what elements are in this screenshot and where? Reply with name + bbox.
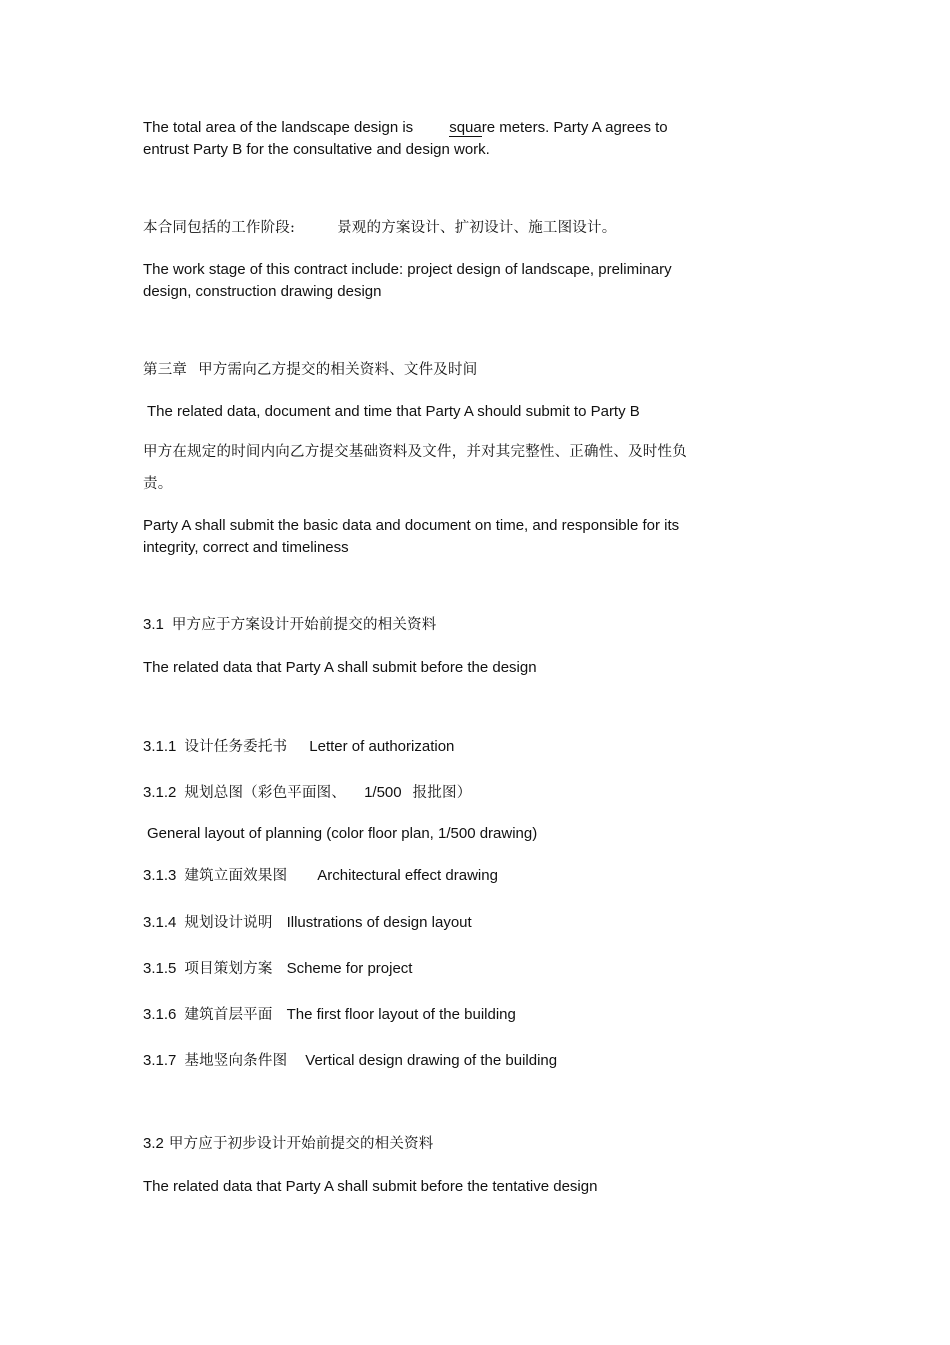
item-title-en: Illustrations of design layout — [286, 914, 472, 931]
chapter-3-body-en-line-1: Party A shall submit the basic data and document on time, and responsible for its — [143, 517, 680, 534]
chapter-3-body-cn-line-2: 责。 — [143, 476, 173, 492]
section-3-1-number: 3.1 — [143, 616, 164, 633]
item-number: 3.1.4 — [143, 914, 177, 931]
area-paragraph-line-1 — [143, 117, 668, 139]
chapter-3-body-en-line-2: integrity, correct and timeliness — [143, 539, 349, 556]
item-title-cn: 建筑立面效果图 — [184, 868, 288, 884]
item-title-cn-suffix: 报批图） — [412, 785, 472, 801]
chapter-3-title-en: The related data, document and time that Party A should submit to Party B — [147, 403, 640, 420]
item-title-en: The first floor layout of the building — [286, 1006, 516, 1023]
area-text-start: The total area of the landscape design is — [143, 119, 414, 136]
item-3-1-2 — [143, 782, 471, 805]
work-stage-en-line-1: The work stage of this contract include: project design of landscape, preliminary — [143, 261, 672, 278]
item-number: 3.1.1 — [143, 738, 177, 755]
work-stage-cn-value: 景观的方案设计、扩初设计、施工图设计。 — [337, 220, 617, 236]
item-3-1-7 — [143, 1050, 557, 1073]
item-title-cn: 规划设计说明 — [184, 915, 273, 931]
work-stage-cn-label: 本合同包括的工作阶段: — [143, 220, 296, 236]
area-paragraph-line-2: entrust Party B for the consultative and design work. — [143, 141, 490, 158]
item-3-1-3 — [143, 865, 498, 888]
area-text-end: re meters. Party A agrees to — [481, 119, 668, 136]
item-title-cn: 建筑首层平面 — [184, 1007, 273, 1023]
item-number: 3.1.5 — [143, 960, 177, 977]
section-3-1-title-cn: 甲方应于方案设计开始前提交的相关资料 — [171, 617, 437, 633]
section-3-2-title-cn: 甲方应于初步设计开始前提交的相关资料 — [168, 1136, 434, 1152]
item-number: 3.1.3 — [143, 867, 177, 884]
item-title-cn: 设计任务委托书 — [184, 739, 288, 755]
item-title-en: Vertical design drawing of the building — [305, 1052, 558, 1069]
item-number: 3.1.6 — [143, 1006, 177, 1023]
section-3-2-title-en: The related data that Party A shall submit before the tentative design — [143, 1178, 598, 1195]
work-stage-en-line-2: design, construction drawing design — [143, 283, 382, 300]
item-scale: 1/500 — [364, 784, 402, 801]
chapter-3-number: 第三章 — [143, 362, 188, 378]
section-3-1-heading-cn — [143, 614, 436, 637]
item-number: 3.1.2 — [143, 784, 177, 801]
item-3-1-4 — [143, 912, 472, 935]
section-3-2-heading-cn — [143, 1133, 433, 1156]
section-3-2-number: 3.2 — [143, 1135, 164, 1152]
item-3-1-6 — [143, 1004, 516, 1027]
item-number: 3.1.7 — [143, 1052, 177, 1069]
chapter-3-body-cn-line-1: 甲方在规定的时间内向乙方提交基础资料及文件，并对其完整性、正确性、及时性负 — [143, 444, 687, 460]
item-3-1-1 — [143, 736, 454, 759]
item-title-en: Scheme for project — [286, 960, 413, 977]
area-underlined-text: squa — [449, 119, 482, 136]
chapter-3-heading-cn — [143, 360, 477, 382]
item-title-en: Architectural effect drawing — [317, 867, 498, 884]
item-3-1-5 — [143, 958, 412, 981]
section-3-1-title-en: The related data that Party A shall submit before the design — [143, 659, 537, 676]
item-title-cn: 项目策划方案 — [184, 961, 273, 977]
item-title-cn: 基地竖向条件图 — [184, 1053, 288, 1069]
chapter-3-title-cn: 甲方需向乙方提交的相关资料、文件及时间 — [198, 362, 478, 378]
item-3-1-2-en: General layout of planning (color floor plan, 1/500 drawing) — [147, 825, 538, 842]
work-stage-cn — [143, 218, 616, 240]
item-title-cn: 规划总图（彩色平面图、 — [184, 785, 347, 801]
item-title-en: Letter of authorization — [309, 738, 455, 755]
